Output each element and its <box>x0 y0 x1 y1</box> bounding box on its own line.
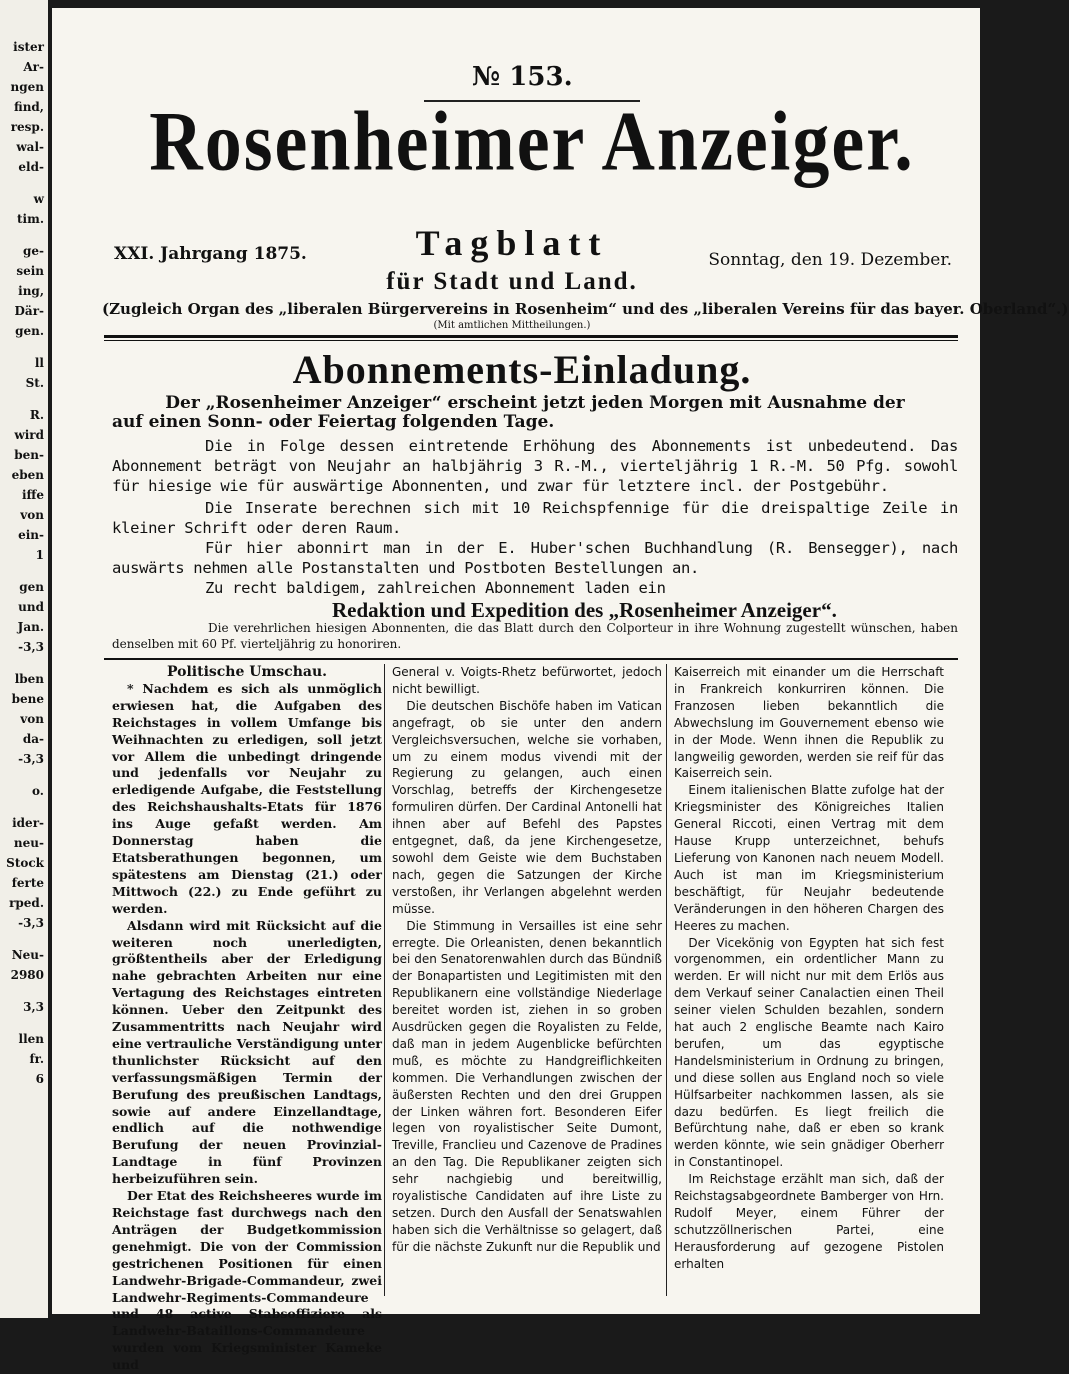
article-paragraph: Die deutschen Bischöfe haben im Vatican angefragt, ob sie unter den andern Vergleichsversuchen, welche sie vorhaben, um zu einem modus vivendi mit der Regierung zu gelangen, auch einen Vorschlag, betreffs der Kirchengesetze formuliren dürfen. Der Cardinal Antonelli hat ihnen aber auf Befehl des Papstes entgegnet, daß, da jene Kirchengesetze, sowohl dem Geiste wie dem Buchstaben nach, gegen die Satzungen der Kirche verstoßen, ihr Verlangen abgelehnt werden müsse. <box>392 698 662 916</box>
issue-number: № 153. <box>472 62 573 92</box>
organ-line: (Zugleich Organ des „liberalen Bürgervereins in Rosenheim“ und des „liberalen Vereins für das bayer. Oberland“.) <box>102 300 1069 318</box>
subscription-lead-line2: auf einen Sonn- oder Feiertag folgenden Tage. <box>112 412 555 432</box>
adjacent-page-text: resp. <box>10 120 44 134</box>
adjacent-page-text: von <box>20 508 44 522</box>
adjacent-page-text: 2980 <box>10 968 44 982</box>
subscription-paragraph-where: Für hier abonnirt man in der E. Huber'schen Buchhandlung (R. Bensegger), nach auswärts nehmen alle Postanstalten und Postboten Bestellungen an. <box>112 539 958 577</box>
adjacent-page-text: eben <box>11 468 44 482</box>
article-paragraph: * Nachdem es sich als unmöglich erwiesen hat, die Aufgaben des Reichstages in vollem Umfange bis Weihnachten zu erledigen, soll jetzt vor Allem die unbedingt dringende und jedenfalls vor Neujahr zu erledigende Aufgabe, die Feststellung des Reichshaushalts-Etats für 1876 ins Auge gefaßt werden. Am Donnerstag haben die Etatsberathungen begonnen, um spätestens am Dienstag (21.) oder Mittwoch (22.) zu Ende geführt zu werden. <box>112 680 382 916</box>
adjacent-page-text: wird <box>14 428 44 442</box>
subscription-lead <box>112 394 958 432</box>
masthead-title: Rosenheimer Anzeiger. <box>149 94 915 190</box>
subscription-paragraph-invite: Zu recht baldigem, zahlreichen Abonnement laden ein <box>205 579 666 597</box>
adjacent-page-text: 1 <box>35 548 44 562</box>
adjacent-page-text: von <box>20 712 44 726</box>
adjacent-page-text: 6 <box>35 1072 44 1086</box>
adjacent-page-text: ben- <box>14 448 44 462</box>
adjacent-page-text: w <box>33 192 44 206</box>
subtitle-city-country: für Stadt und Land. <box>386 268 638 295</box>
adjacent-page-text: llen <box>18 1032 44 1046</box>
newspaper-page <box>52 8 1069 1373</box>
article-paragraph: Kaiserreich mit einander um die Herrschaft in Frankreich konkurriren können. Die Franzosen lieben bekanntlich die Abwechslung im Gouvernement ebenso wie in der Mode. Wenn ihnen die Republik zu langweilig geworden, werden sie reif für das Kaiserreich sein. <box>674 665 944 781</box>
adjacent-page-text: eld- <box>18 160 44 174</box>
header-rule <box>104 335 958 338</box>
adjacent-page-text: ider- <box>12 816 44 830</box>
adjacent-page-text: sein <box>16 264 44 278</box>
adjacent-page-text: tim. <box>17 212 44 226</box>
header-rule-thin <box>104 340 958 341</box>
adjacent-page-text: ein- <box>18 528 44 542</box>
article-paragraph: Im Reichstage erzählt man sich, daß der Reichstagsabgeordnete Bamberger von Hrn. Rudolf Meyer, einem Führer der schutzzöllnerischen Partei, eine Herausforderung auf gezogene Pistolen erhalten <box>674 1172 944 1271</box>
adjacent-page-text: gen <box>19 580 44 594</box>
adjacent-page-text: R. <box>29 408 44 422</box>
column-politics <box>112 664 382 1373</box>
section-rule <box>104 658 958 660</box>
adjacent-page-text: rped. <box>9 896 44 910</box>
adjacent-page-text: Stock <box>6 856 44 870</box>
article-paragraph: Der Vicekönig von Egypten hat sich fest vorgenommen, ein ordentlicher Mann zu werden. Er will nicht nur mit dem Erlös aus dem Verkauf seiner Canalactien einen Theil seiner vielen Schulden bezahlen, sondern hat auch 2 englische Beamte nach Kairo berufen, um das egyptische Handelsministerium in Ordnung zu bringen, und diese sollen aus England noch so viele Hülfsarbeiter nachkommen lassen, als sie dazu bedürfen. Es liegt freilich die Befürchtung nahe, daß er eben so krank werden könnte, wie sein gnädiger Oberherr in Constantinopel. <box>674 935 944 1170</box>
adjacent-page-text: Där- <box>14 304 44 318</box>
column-right <box>674 664 944 1304</box>
adjacent-page-text: -3,3 <box>18 752 44 766</box>
adjacent-page-text: St. <box>25 376 44 390</box>
adjacent-page-text: fr. <box>29 1052 44 1066</box>
article-paragraph: Die Stimmung in Versailles ist eine sehr erregte. Die Orleanisten, denen bekanntlich bei den Senatorenwahlen durch das Bündniß der Bonapartisten und Legitimisten mit den Republikanern eine vollständige Niederlage bereitet worden ist, ziehen in so groben Ausdrücken gegen die Royalisten zu Felde, daß man in jedem Augenblicke befürchten muß, es möchte zu Handgreiflichkeiten kommen. Die Verhandlungen zwischen der äußersten Rechten und den drei Gruppen der Linken währen fort. Besonderen Eifer legen von royalistischer Seite Dumont, Treville, Franclieu und Cazenove de Pradines an den Tag. Die Republikaner zeigten sich sehr nachgiebig und bereitwillig, royalistische Candidaten auf ihre Liste zu setzen. Durch den Ausfall der Senatswahlen haben sich die Verhältnisse so gelagert, daß für die nächste Zukunft nur die Republik und <box>392 918 662 1254</box>
subscription-paragraph-ads: Die Inserate berechnen sich mit 10 Reichspfennige für die dreispaltige Zeile in kleiner Schrift oder deren Raum. <box>112 499 958 537</box>
adjacent-page-text: neu- <box>13 836 44 850</box>
adjacent-page-text: da- <box>22 732 44 746</box>
adjacent-page-text: -3,3 <box>18 916 44 930</box>
adjacent-page-text: iffe <box>21 488 44 502</box>
subscription-title: Abonnements-Einladung. <box>292 347 752 392</box>
article-paragraph: Alsdann wird mit Rücksicht auf die weiteren noch unerledigten, größtentheils aber der Erledigung nahe gebrachten Arbeiten nur eine Vertagung des Reichstages eintreten können. Ueber den Zeitpunkt des Zusammentritts nach Neujahr wird eine vertrauliche Verständigung unter thunlichster Rücksicht auf den verfassungsmäßigen Termin der Berufung des preußischen Landtags, sowie auf andere Einzellandtage, endlich auf die nothwendige Berufung der neuen Provinzial-Landtage in fünf Provinzen herbeizuführen sein. <box>112 917 382 1187</box>
adjacent-page-text: Ar- <box>23 60 44 74</box>
adjacent-page-text: Jan. <box>17 620 44 634</box>
adjacent-page-text: wal- <box>16 140 44 154</box>
adjacent-page-text: ister <box>13 40 44 54</box>
article-paragraph: General v. Voigts-Rhetz befürwortet, jedoch nicht bewilligt. <box>392 665 662 696</box>
adjacent-page-text: -3,3 <box>18 640 44 654</box>
adjacent-page-text: bene <box>11 692 44 706</box>
adjacent-page-text: ing, <box>18 284 44 298</box>
article-paragraph: Der Etat des Reichsheeres wurde im Reichstage fast durchwegs nach den Anträgen der Budgetkommission genehmigt. Die von der Commission gestrichenen Positionen für einen Landwehr-Brigade-Commandeur, zwei Landwehr-Regiments-Commandeure und 48 active Stabsoffiziere als Landwehr-Bataillons-Commandeure wurden vom Kriegsminister Kameke und <box>112 1188 382 1373</box>
adjacent-page-text: ngen <box>10 80 44 94</box>
article-paragraph: Einem italienischen Blatte zufolge hat der Kriegsminister des Königreiches Italien General Riccoti, einen Vertrag mit dem Hause Krupp unterzeichnet, behufs Lieferung von Kanonen nach neuem Modell. Auch ist man im Kriegsministerium beschäftigt, für Neujahr bedeutende Veränderungen in den höheren Chargen des Heeres zu machen. <box>674 783 944 933</box>
adjacent-page-text: und <box>18 600 44 614</box>
volume-line: XXI. Jahrgang 1875. <box>114 244 307 264</box>
adjacent-page-text: Neu- <box>11 948 44 962</box>
column-separator <box>384 664 385 1296</box>
adjacent-page-text: find, <box>13 100 44 114</box>
politics-heading: Politische Umschau. <box>166 664 327 680</box>
adjacent-page-text: ferte <box>11 876 44 890</box>
subscription-lead-line1: Der „Rosenheimer Anzeiger“ erscheint jetzt jeden Morgen mit Ausnahme der <box>165 393 905 413</box>
adjacent-page-text: lben <box>14 672 44 686</box>
subscription-paragraph-price: Die in Folge dessen eintretende Erhöhung des Abonnements ist unbedeutend. Das Abonnement beträgt von Neujahr an halbjährig 3 R.-M., vierteljährig 1 R.-M. 50 Pfg. sowohl für hiesige wie für auswärtige Abonnenten, und zwar für letztere incl. der Postgebühr. <box>112 437 958 495</box>
subscription-signature: Redaktion und Expedition des „Rosenheimer Anzeiger“. <box>332 598 837 622</box>
adjacent-page-text: ge- <box>22 244 44 258</box>
adjacent-page-text: ll <box>34 356 44 370</box>
adjacent-page-strip <box>0 0 48 1318</box>
issue-date: Sonntag, den 19. Dezember. <box>708 250 952 270</box>
official-notice: (Mit amtlichen Mittheilungen.) <box>433 320 591 331</box>
subtitle: Tagblatt <box>415 223 609 263</box>
column-separator <box>666 664 667 1296</box>
adjacent-page-text: gen. <box>15 324 44 338</box>
adjacent-page-text: o. <box>32 784 44 798</box>
subscription-note: Die verehrlichen hiesigen Abonnenten, die das Blatt durch den Colporteur in ihre Wohnung zugestellt wünschen, haben denselben mit 60 Pf. vierteljährig zu honoriren. <box>112 621 958 651</box>
column-middle <box>392 664 662 1304</box>
adjacent-page-text: 3,3 <box>23 1000 44 1014</box>
